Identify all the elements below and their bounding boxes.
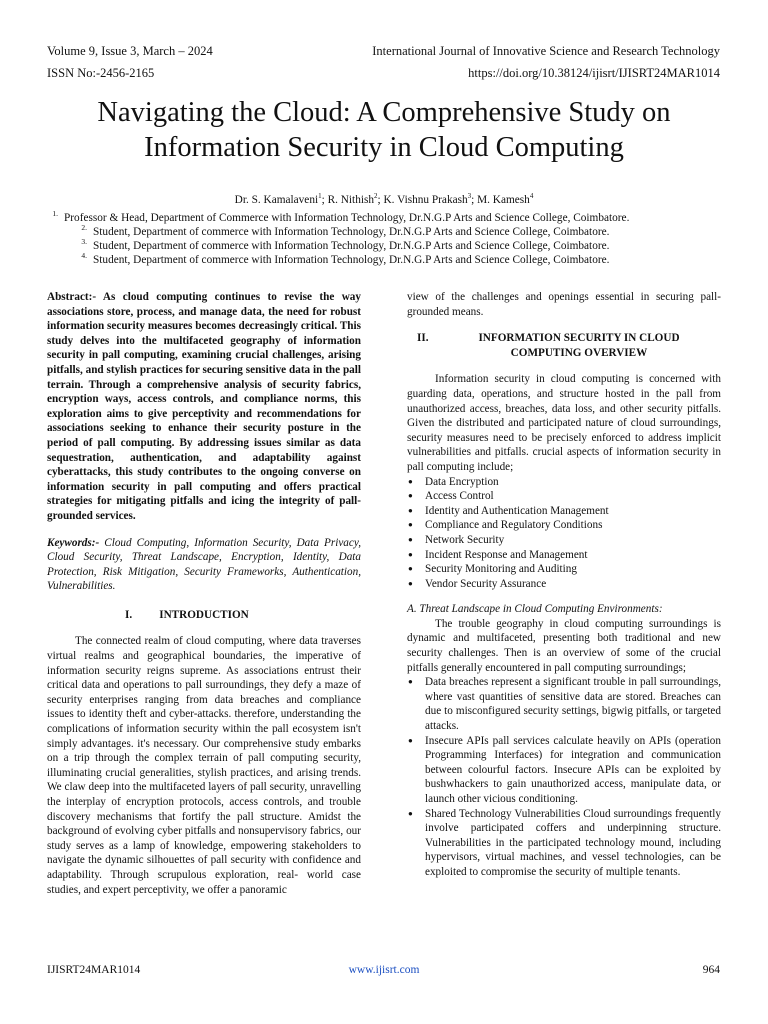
section-title-line-1: INFORMATION SECURITY IN CLOUD — [478, 332, 680, 345]
affiliation-number: 1. — [52, 209, 58, 218]
author-list — [0, 189, 768, 208]
abstract: Abstract:- As cloud computing continues to revise the way associations store, process, and manage data, the need for robust information security measures becomes decreasingly critical. This study delves into the multifaceted geography of information security in pall computing, examining crucial challenges, arising pitfalls, and stylish practices for securing sensitive data in the pall terrain. Through a comprehensive analysis of security fabrics, encryption ways, access controls, and compliance norms, this exploration aims to give perceptivity and recommendations for associations seeking to enhance their security posture in the period of pall computing. By addressing issues similar as data sequestration, authentication, and adaptability against cyberattacks, this study contributes to the ongoing converse on information security in pall computing and offers practical strategies for mitigating pitfalls and icing the integrity of pall- grounded services. — [47, 291, 361, 522]
title-line-1: Navigating the Cloud: A Comprehensive Study on — [97, 97, 671, 128]
intro-continuation: view of the challenges and openings essential in securing pall- grounded means. — [407, 291, 721, 318]
security-aspects-list — [407, 475, 721, 592]
affiliation-number: 2. — [81, 223, 87, 232]
list-item: ● Insecure APIs pall services calculate heavily on APIs (operation Programming Interfaces) for integration and communication between colourful factors. Insecure APIs can be exploited by bushwhackers to gain unauthorized access, manipulate data, or launch other vicious conditioning. — [407, 734, 721, 807]
list-item: ● Data breaches represent a significant trouble in pall surroundings, where vast quantities of sensitive data are stored. Breaches can due to misconfigured security settings, bigwig pitfalls, or targeted attacks. — [407, 675, 721, 733]
keywords-label: Keywords:- — [47, 536, 100, 549]
list-item: ● Data Encryption — [407, 475, 721, 490]
affiliation-4 — [69, 248, 609, 268]
affiliation-number: 3. — [81, 237, 87, 246]
author-2: ; R. Nithish — [321, 193, 375, 206]
keywords — [47, 536, 361, 594]
journal-name: International Journal of Innovative Science and Research Technology — [372, 44, 720, 58]
author-3-mark: 3 — [467, 192, 472, 200]
right-column — [407, 290, 721, 880]
left-column — [47, 290, 361, 897]
list-item: ● Vendor Security Assurance — [407, 577, 721, 592]
author-1: Dr. S. Kamalaveni — [234, 193, 319, 206]
list-item: ● Compliance and Regulatory Conditions — [407, 518, 721, 533]
list-item: ● Access Control — [407, 489, 721, 504]
list-item: ● Identity and Authentication Management — [407, 504, 721, 519]
author-3: ; K. Vishnu Prakash — [377, 193, 468, 206]
keywords-text: Cloud Computing, Information Security, Data Privacy, Cloud Security, Threat Landscape, Encryption, Identity, Data Protection, Risk Mitigation, Security Frameworks, Authentication, Vulnerabilities. — [47, 536, 361, 593]
list-item: ● Shared Technology Vulnerabilities Cloud surroundings frequently involve participated coffers and underpinning structure. Vulnerabilities in the participated technology mound, including hypervisors, virtual machines, and vessel technologies, can be exploited to compromise the security of multiple tenants. — [407, 807, 721, 880]
section-title: INTRODUCTION — [159, 608, 249, 621]
subsection-heading-threat-landscape: A. Threat Landscape in Cloud Computing Environments: — [407, 603, 663, 616]
threat-landscape-body: The trouble geography in cloud computing surroundings is dynamic and multifaceted, presenting both traditional and new security challenges. Then is an overview of some of the crucial pitfalls generally encountered in pall computing surroundings; — [407, 617, 721, 674]
section-number: I. — [125, 608, 133, 621]
introduction-body: The connected realm of cloud computing, where data traverses virtual realms and geographical boundaries, the imperative of information security reigns supreme. As associations entrust their critical data and operations to pall surroundings, they defy a maze of security enterprises ranging from data breaches and compliance issues to identity theft and cyber-attacks. therefore, understanding the complications of information security within the pall ecosystem isn't simply advantages. it's necessary. Our comprehensive study embarks on a trip through the complex terrain of pall computing security, illuminating crucial generalities, stylish practices, and arising trends. We claw deep into the multifaceted layers of pall security, unravelling the interplay of encryption protocols, access controls, and trouble discovery mechanisms that fortify the pall structure. Amidst the background of evolving cyber pitfalls and nonsupervisory fabrics, our study serves as a lamp of knowledge, empowering stakeholders to navigate the dynamic silhouettes of pall security with confidence and adaptability. Through scrupulous exploration, real- world case studies, and expert perceptivity, we offer a panoramic — [47, 635, 361, 896]
affiliation-text: Student, Department of commerce with Information Technology, Dr.N.G.P Arts and Science College, Coimbatore. — [93, 226, 610, 238]
author-1-mark: 1 — [318, 192, 322, 200]
affiliation-text: Student, Department of commerce with Information Technology, Dr.N.G.P Arts and Science College, Coimbatore. — [93, 254, 610, 266]
footer-website-link[interactable]: www.ijisrt.com — [348, 964, 420, 976]
footer-paper-id: IJISRT24MAR1014 — [47, 964, 141, 976]
list-item: ● Security Monitoring and Auditing — [407, 562, 721, 577]
list-item: ● Network Security — [407, 533, 721, 548]
overview-body: Information security in cloud computing is concerned with guarding data, operations, and structure hosted in the pall from unauthorized access, breaches, data loss, and other security pitfalls. Given the distributed and participated nature of cloud surroundings, security measures need to be precisely enforced to address implicit vulnerabilities and pitfalls. crucial aspects of information security in pall computing include; — [407, 373, 721, 473]
issn: ISSN No:-2456-2165 — [47, 66, 155, 80]
section-heading-introduction — [47, 608, 361, 623]
section-heading-overview — [407, 331, 721, 360]
threats-list — [407, 675, 721, 879]
author-4: ; M. Kamesh — [471, 193, 530, 206]
doi-link[interactable]: https://doi.org/10.38124/ijisrt/IJISRT24MAR1014 — [468, 66, 720, 80]
paper-title — [40, 95, 728, 165]
affiliation-text: Student, Department of commerce with Information Technology, Dr.N.G.P Arts and Science College, Coimbatore. — [93, 240, 610, 252]
page-number: 964 — [702, 964, 720, 976]
affiliation-text: Professor & Head, Department of Commerce with Information Technology, Dr.N.G.P Arts and Science College, Coimbatore. — [64, 212, 630, 224]
title-line-2: Information Security in Cloud Computing — [144, 132, 624, 163]
author-2-mark: 2 — [374, 192, 378, 200]
volume-info: Volume 9, Issue 3, March – 2024 — [47, 44, 213, 58]
list-item: ● Incident Response and Management — [407, 548, 721, 563]
affiliation-number: 4. — [81, 251, 87, 260]
author-4-mark: 4 — [529, 192, 534, 200]
section-title-line-2: COMPUTING OVERVIEW — [510, 346, 648, 359]
section-number: II. — [417, 332, 429, 345]
